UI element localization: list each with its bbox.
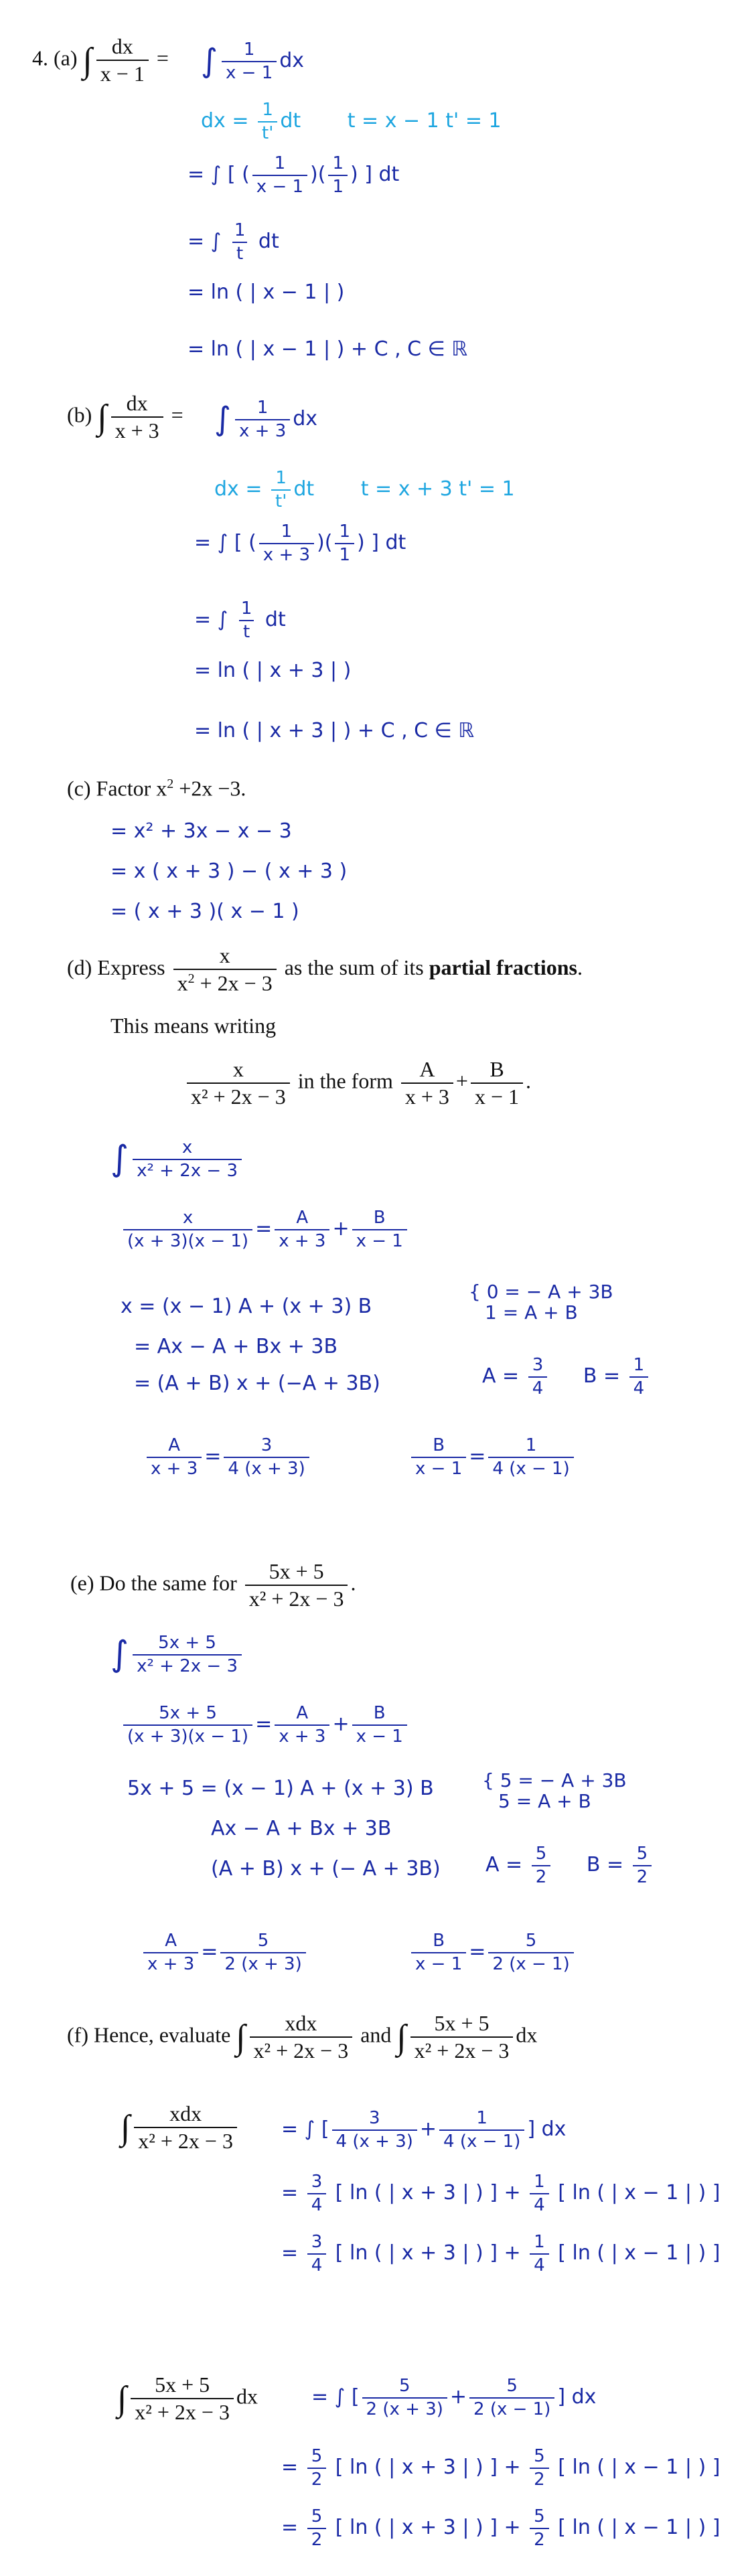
- hw-e-integral: ∫ $\frac{5x + 5}{\text{x² + 2x − 3}}$: [110, 1633, 244, 1676]
- hw-d-integral: ∫ $\frac{x}{\text{x² + 2x − 3}}$: [110, 1138, 244, 1180]
- problem-b-label: (b): [67, 402, 92, 427]
- hw-a-sub: dx = $\frac{1}{t'}$ dt t = x − 1 t' = 1: [201, 100, 502, 143]
- hw-e-l3: (A + B) x + (− A + 3B): [211, 1857, 441, 1880]
- hw-b-step3: = ln ( | x + 3 | ): [194, 659, 352, 682]
- hw-b-sub: dx = $\frac{1}{t'}$ dt t = x + 3 t' = 1: [214, 468, 515, 511]
- hw-e-solution: A = $\frac{5}{2}$ B = $\frac{5}{2}$: [485, 1844, 654, 1886]
- hw-b-answer: = ln ( | x + 3 | ) + C , C ∈ ℝ: [194, 719, 475, 742]
- problem-d-line2: This means writing: [110, 1014, 277, 1038]
- problem-d: (d) Express $\frac{x}{x^2 + 2x - 3}$ as the sum of its partial fractions.: [67, 943, 583, 995]
- hw-e-l2: Ax − A + Bx + 3B: [211, 1817, 392, 1840]
- problem-c: (c) Factor $x^2 +2x -3$.: [67, 776, 246, 801]
- hw-c-1: = x² + 3x − x − 3: [110, 819, 292, 843]
- problem-d-form: $\frac{x}{\text{x² + 2x − 3}}$ in the form $\frac{A}{x + 3}$ + $\frac{B}{x - 1}$ .: [184, 1058, 531, 1109]
- hw-c-3: = ( x + 3 )( x − 1 ): [110, 900, 299, 923]
- hw-e-result-A: $\frac{A}{x + 3}$ = $\frac{5}{2 (x + 3)}$: [141, 1931, 309, 1974]
- hw-e-system: { 5 = − A + 3B 5 = A + B: [482, 1769, 627, 1812]
- hw-a-step3: = ln ( | x − 1 | ): [188, 280, 345, 304]
- hw-f1-decomp: = ∫ [ $\frac{3}{4 (x + 3)}$ + $\frac{1}{4 (x - 1)}$ ] dx: [281, 2108, 567, 2152]
- f-part2-lhs: ∫ $\frac{5x + 5}{\text{x² + 2x − 3}}$ dx: [117, 2372, 258, 2425]
- hw-a-answer: = ln ( | x − 1 | ) + C , C ∈ ℝ: [188, 337, 468, 361]
- hw-d-system: { 0 = − A + 3B 1 = A + B: [469, 1281, 613, 1323]
- hw-d-result-A: $\frac{A}{x + 3}$ = $\frac{3}{4 (x + 3)}$: [144, 1436, 312, 1478]
- problem-f: (f) Hence, evaluate ∫ $\frac{\text{xdx}}{\text{x² + 2x − 3}}$ and ∫ $\frac{5x + 5}{\text{x² + 2x − 3}}$ dx: [67, 2011, 538, 2063]
- hw-d-l1: x = (x − 1) A + (x + 3) B: [121, 1295, 372, 1318]
- hw-a-integral: ∫ $\frac{1}{x - 1}$ dx: [201, 39, 305, 83]
- hw-e-l1: 5x + 5 = (x − 1) A + (x + 3) B: [127, 1777, 434, 1800]
- hw-d-l2: = Ax − A + Bx + 3B: [134, 1335, 338, 1358]
- hw-a-step1: = ∫ [ ( $\frac{1}{x - 1}$ )( $\frac{1}{1}$ ) ] dt: [188, 153, 400, 197]
- hw-d-solution: A = $\frac{3}{4}$ B = $\frac{1}{4}$: [482, 1356, 651, 1398]
- hw-b-step2: = ∫ $\frac{1}{t}$ dt: [194, 598, 286, 642]
- hw-f2-l1: = $\frac{5}{2}$ [ ln ( | x + 3 | ) ] + $\frac{5}{2}$ [ ln ( | x − 1 | ) ]: [281, 2446, 721, 2490]
- problem-a-label: 4. (a): [32, 46, 78, 70]
- problem-b: (b) ∫ $\frac{dx}{x + 3}$ =: [67, 391, 183, 443]
- hw-d-l3: = (A + B) x + (−A + 3B): [134, 1372, 380, 1395]
- hw-c-2: = x ( x + 3 ) − ( x + 3 ): [110, 860, 348, 883]
- hw-f1-l2: = $\frac{3}{4}$ [ ln ( | x + 3 | ) ] + $\frac{1}{4}$ [ ln ( | x − 1 | ) ]: [281, 2232, 721, 2275]
- fraction: $\frac{dx}{x - 1}$: [96, 35, 149, 86]
- integral-sign: ∫: [82, 41, 92, 80]
- hw-d-decomp: $\frac{x}{(x + 3)(x - 1)}$ = $\frac{A}{x + 3}$ + $\frac{B}{x - 1}$: [121, 1208, 410, 1251]
- hw-f2-l2: = $\frac{5}{2}$ [ ln ( | x + 3 | ) ] + $\frac{5}{2}$ [ ln ( | x − 1 | ) ]: [281, 2506, 721, 2550]
- problem-a: 4. (a) ∫ $\frac{dx}{x - 1}$ =: [32, 34, 169, 86]
- hw-f2-decomp: = ∫ [ $\frac{5}{2 (x + 3)}$ + $\frac{5}{2 (x - 1)}$ ] dx: [311, 2376, 597, 2419]
- hw-a-step2: = ∫ $\frac{1}{t}$ dt: [188, 220, 279, 264]
- hw-d-result-B: $\frac{B}{x - 1}$ = $\frac{1}{4 (x - 1)}$: [408, 1436, 577, 1478]
- hw-e-decomp: $\frac{5x + 5}{(x + 3)(x - 1)}$ = $\frac{A}{x + 3}$ + $\frac{B}{x - 1}$: [121, 1704, 410, 1746]
- f-part1-lhs: ∫ $\frac{\text{xdx}}{\text{x² + 2x − 3}}$: [121, 2102, 240, 2153]
- problem-e: (e) Do the same for $\frac{5x + 5}{\text{x² + 2x − 3}}$ .: [70, 1559, 356, 1611]
- hw-f1-l1: = $\frac{3}{4}$ [ ln ( | x + 3 | ) ] + $\frac{1}{4}$ [ ln ( | x − 1 | ) ]: [281, 2172, 721, 2215]
- hw-b-integral: ∫ $\frac{1}{x + 3}$ dx: [214, 398, 318, 441]
- hw-e-result-B: $\frac{B}{x - 1}$ = $\frac{5}{2 (x - 1)}$: [408, 1931, 577, 1974]
- hw-b-step1: = ∫ [ ( $\frac{1}{x + 3}$ )( $\frac{1}{1}$ ) ] dt: [194, 521, 406, 565]
